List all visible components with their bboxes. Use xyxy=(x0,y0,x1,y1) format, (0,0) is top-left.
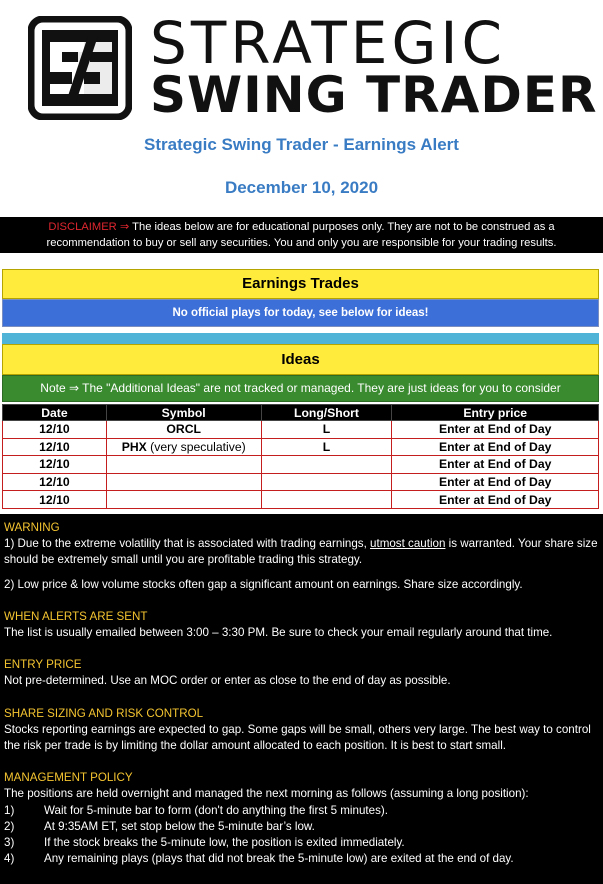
table-row xyxy=(3,421,599,439)
disclaimer-line-1 xyxy=(0,219,603,235)
cell-symbol xyxy=(106,491,261,509)
disclaimer-box xyxy=(0,217,603,253)
table-row xyxy=(3,438,599,456)
col-entry-price: Entry price xyxy=(392,405,599,421)
cell-entry: Enter at End of Day xyxy=(392,473,599,491)
step-number: 4) xyxy=(4,852,15,866)
cell-date: 12/10 xyxy=(3,456,107,474)
cell-entry: Enter at End of Day xyxy=(392,456,599,474)
arrow-icon: ⇒ xyxy=(119,221,130,233)
step-number: 3) xyxy=(4,836,15,850)
ideas-table xyxy=(2,404,599,509)
warning-text-a: 1) Due to the extreme volatility that is associated with trading earnings, xyxy=(4,537,371,551)
disclaimer-label: DISCLAIMER xyxy=(48,221,117,233)
cell-side: L xyxy=(261,421,392,439)
brand-logo xyxy=(28,9,598,124)
step-number: 1) xyxy=(4,803,15,817)
step-text: If the stock breaks the 5-minute low, the position is exited immediately. xyxy=(44,836,405,850)
cell-entry: Enter at End of Day xyxy=(392,438,599,456)
warning-paragraph-1 xyxy=(4,536,599,568)
cell-side: L xyxy=(261,438,392,456)
step-number: 2) xyxy=(4,819,15,833)
brand-line-1: STRATEGIC xyxy=(150,9,506,77)
alerts-heading: WHEN ALERTS ARE SENT xyxy=(4,609,148,623)
cell-side xyxy=(261,456,392,474)
no-plays-banner: No official plays for today, see below for ideas! xyxy=(2,299,599,327)
management-step xyxy=(4,835,599,851)
col-long-short: Long/Short xyxy=(261,405,392,421)
col-date: Date xyxy=(3,405,107,421)
table-row xyxy=(3,491,599,509)
management-paragraph: The positions are held overnight and managed the next morning as follows (assuming a long position): xyxy=(4,787,529,801)
table-row xyxy=(3,456,599,474)
cell-side xyxy=(261,473,392,491)
cell-date: 12/10 xyxy=(3,421,107,439)
ideas-header: Ideas xyxy=(2,344,599,375)
alert-date: December 10, 2020 xyxy=(224,178,379,197)
step-text: At 9:35AM ET, set stop below the 5-minute bar’s low. xyxy=(44,819,315,833)
disclaimer-text-1: The ideas below are for educational purposes only. They are not to be construed as a xyxy=(132,221,555,233)
alert-title: Strategic Swing Trader - Earnings Alert xyxy=(144,135,459,154)
symbol-note: (very speculative) xyxy=(146,439,246,454)
cell-symbol xyxy=(106,456,261,474)
cell-date: 12/10 xyxy=(3,473,107,491)
alerts-paragraph: The list is usually emailed between 3:00 – 3:30 PM. Be sure to check your email regularly around that time. xyxy=(4,626,553,640)
table-row xyxy=(3,473,599,491)
management-step xyxy=(4,803,599,819)
cell-entry: Enter at End of Day xyxy=(392,491,599,509)
col-symbol: Symbol xyxy=(106,405,261,421)
entry-paragraph: Not pre-determined. Use an MOC order or enter as close to the end of day as possible. xyxy=(4,674,451,688)
brand-line-2: SWING TRADER xyxy=(150,66,598,124)
cell-symbol xyxy=(106,421,261,439)
management-step xyxy=(4,819,599,835)
divider-band xyxy=(2,333,599,344)
symbol-ticker: PHX xyxy=(121,439,147,454)
step-text: Any remaining plays (plays that did not break the 5-minute low) are exited at the end of day. xyxy=(44,852,514,866)
table-header-row xyxy=(3,405,599,421)
info-panel xyxy=(0,514,603,884)
cell-side xyxy=(261,491,392,509)
management-step xyxy=(4,851,599,867)
warning-paragraph-2: 2) Low price & low volume stocks often gap a significant amount on earnings. Share size accordingly. xyxy=(4,577,523,591)
sizing-heading: SHARE SIZING AND RISK CONTROL xyxy=(4,706,204,720)
warning-text-b: is warranted. Your share size should be extremely small until you are profitable trading this strategy. xyxy=(4,537,598,567)
cell-date: 12/10 xyxy=(3,491,107,509)
cell-date: 12/10 xyxy=(3,438,107,456)
step-text: Wait for 5-minute bar to form (don't do anything the first 5 minutes). xyxy=(44,803,388,817)
disclaimer-text-2: recommendation to buy or sell any securities. You and only you are responsible for your trading results. xyxy=(46,237,557,249)
symbol-ticker: ORCL xyxy=(166,422,201,437)
cell-entry: Enter at End of Day xyxy=(392,421,599,439)
sizing-paragraph: Stocks reporting earnings are expected to gap. Some gaps will be small, others very large. The best way to control the risk per trade is by limiting the dollar amount allocated to each position. It is best to start small. xyxy=(4,722,591,753)
warning-heading: WARNING xyxy=(4,521,60,534)
ideas-note: Note ⇒ The "Additional Ideas" are not tracked or managed. They are just ideas for you to consider xyxy=(2,375,599,402)
warning-underlined: utmost caution xyxy=(370,537,446,551)
ss-monogram-icon xyxy=(28,16,132,120)
cell-symbol xyxy=(106,473,261,491)
earnings-trades-header: Earnings Trades xyxy=(2,269,599,299)
cell-symbol xyxy=(106,438,261,456)
entry-heading: ENTRY PRICE xyxy=(4,658,82,672)
management-heading: MANAGEMENT POLICY xyxy=(4,771,133,785)
